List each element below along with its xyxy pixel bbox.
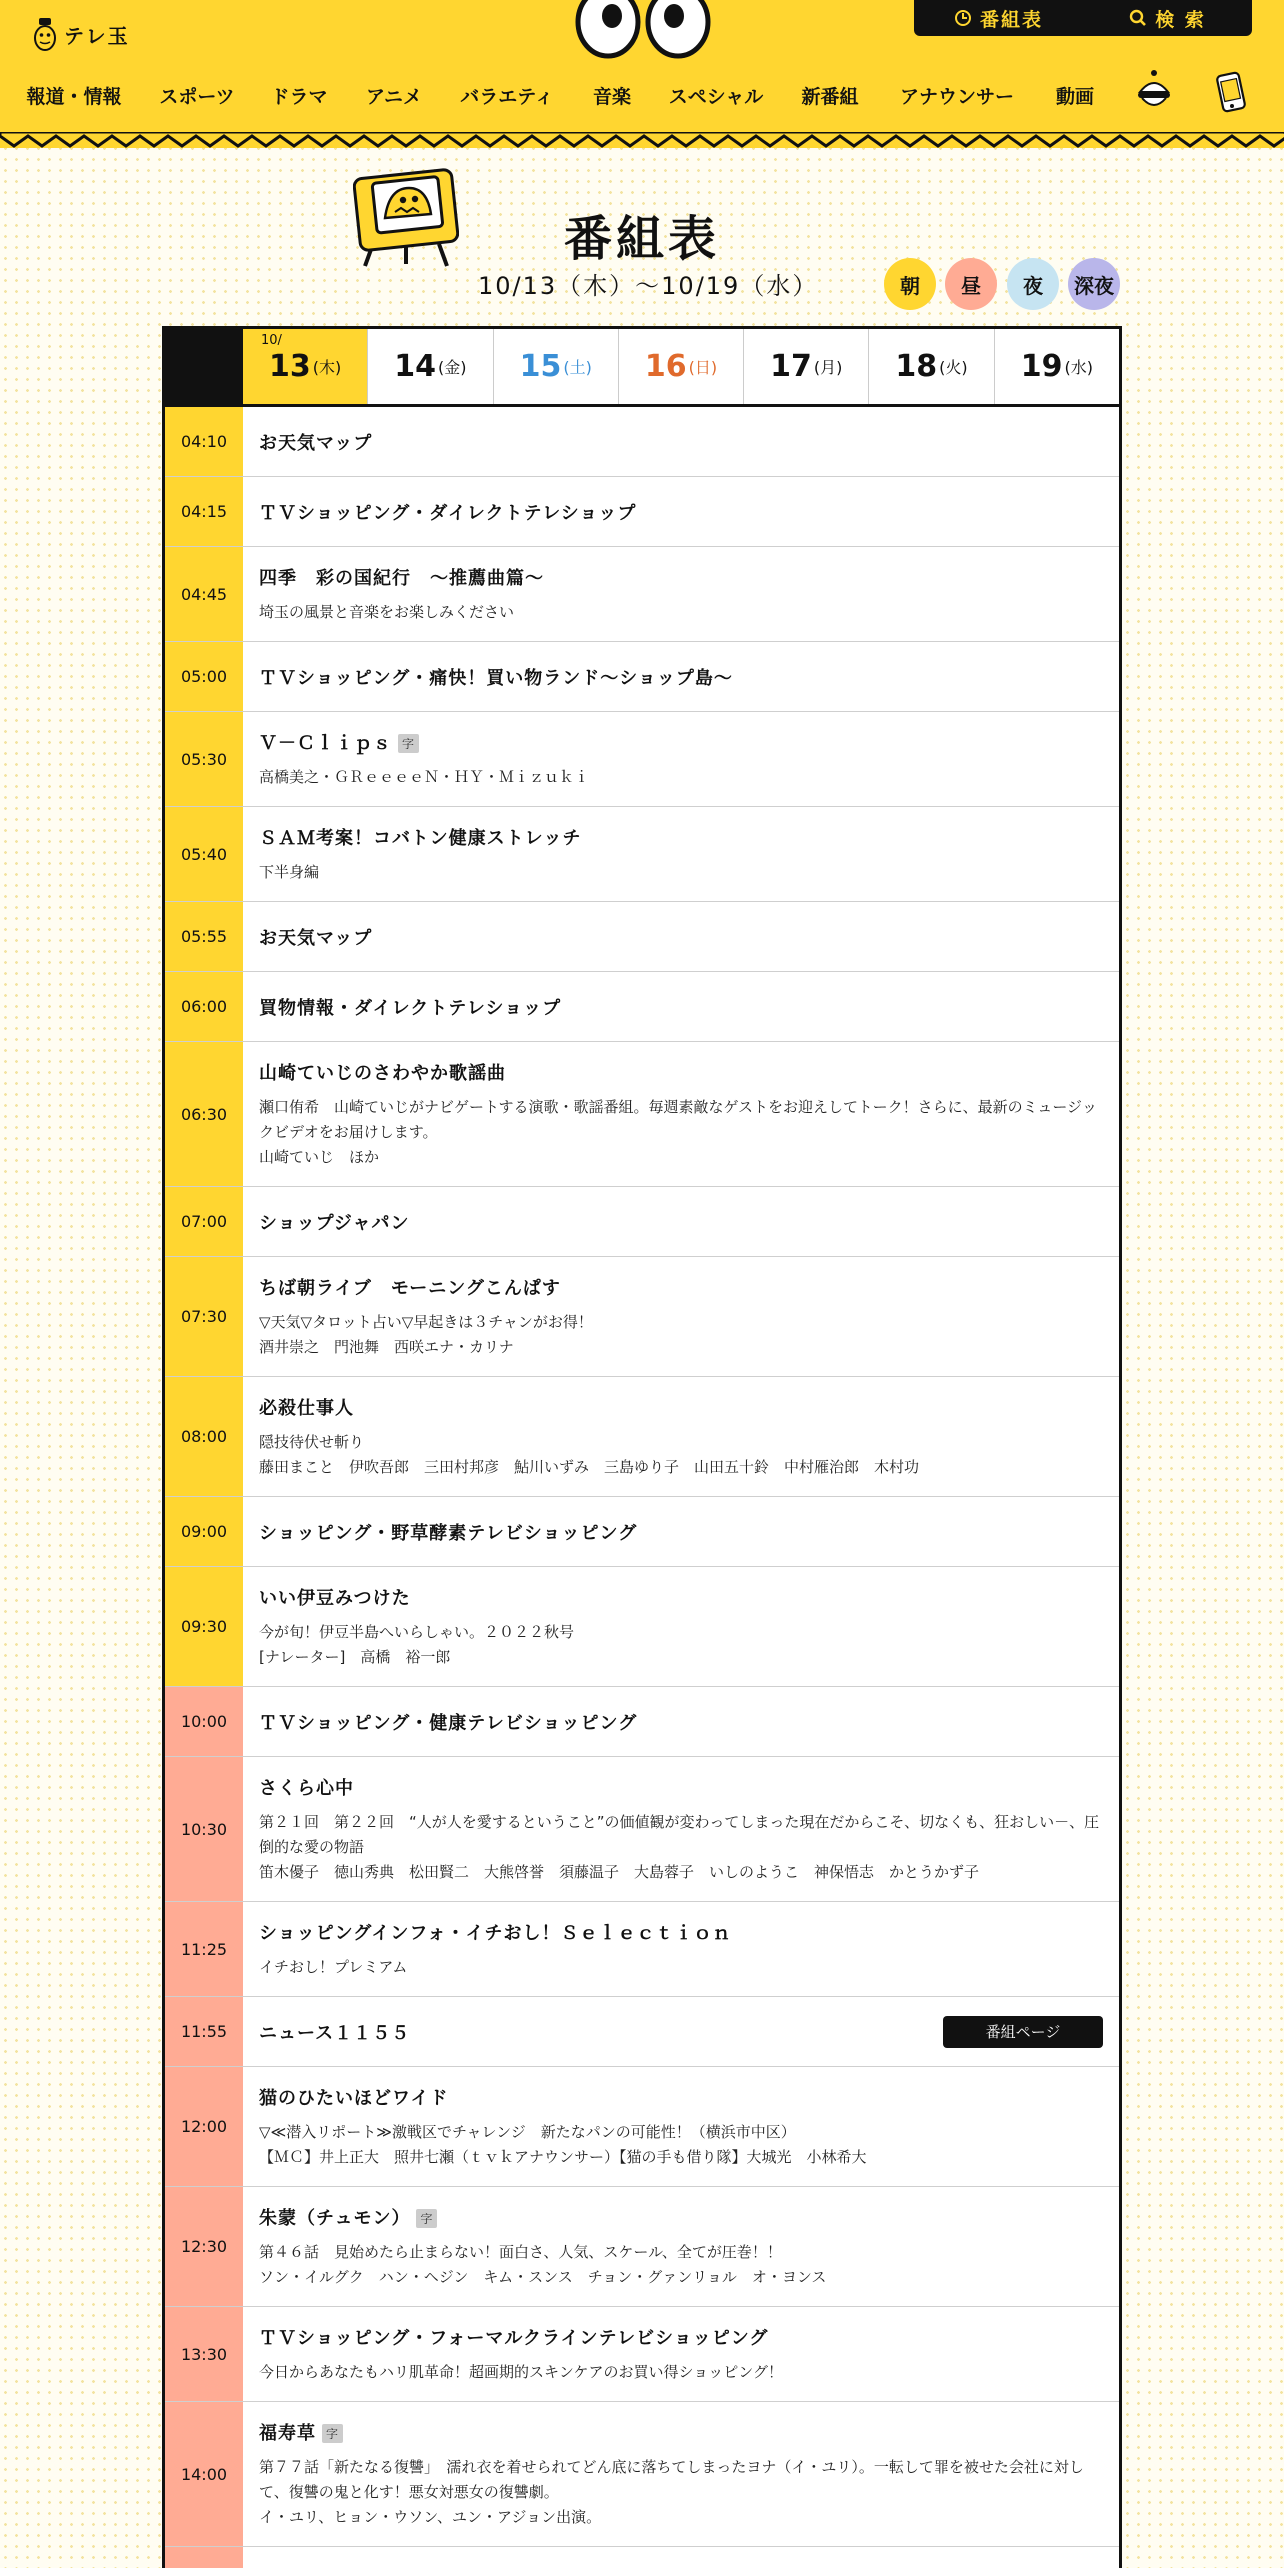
program-info: [243, 1997, 1119, 2066]
program-time: 07:00: [165, 1187, 243, 1256]
day-number: 16: [644, 349, 687, 384]
program-title[interactable]: [259, 2084, 1103, 2110]
program-row[interactable]: [165, 1997, 1119, 2067]
program-row[interactable]: [165, 547, 1119, 642]
program-info: [243, 2187, 1119, 2306]
program-time: 07:30: [165, 1257, 243, 1376]
program-time: 11:25: [165, 1902, 243, 1996]
program-row[interactable]: [165, 1257, 1119, 1377]
time-of-day-daytime[interactable]: 昼: [945, 258, 997, 310]
program-description: ▽≪潜入リポート≫激戦区でチャレンジ 新たなパンの可能性！（横浜市中区）: [259, 2122, 796, 2141]
program-time: 13:30: [165, 2307, 243, 2401]
program-description: 今日からあなたもハリ肌革命！超画期的スキンケアのお買い得ショッピング！: [259, 2362, 783, 2381]
day-number: 17: [770, 349, 812, 384]
program-title[interactable]: [259, 1519, 1103, 1545]
nav-item-variety[interactable]: バラエティ: [460, 86, 554, 108]
site-logo[interactable]: [32, 16, 130, 52]
time-of-day-late-night[interactable]: 深夜: [1068, 258, 1120, 310]
program-title-text: ショッピング・野草酵素テレビショッピング: [259, 1522, 638, 1544]
program-row[interactable]: [165, 2067, 1119, 2187]
nav-item-drama[interactable]: ドラマ: [270, 86, 328, 108]
program-description: イ・ユリ、ヒョン・ウソン、ユン・アジョン出演。: [259, 2507, 602, 2526]
program-row[interactable]: [165, 2307, 1119, 2402]
day-tab-18[interactable]: [868, 329, 993, 404]
program-time: 04:45: [165, 547, 243, 641]
day-number: 15: [519, 349, 562, 384]
program-description: 隠技待伏せ斬り: [259, 1432, 365, 1451]
program-title-text: いい伊豆みつけた: [259, 1587, 411, 1609]
program-title[interactable]: [259, 499, 1103, 525]
program-row[interactable]: [165, 1042, 1119, 1187]
day-tab-16[interactable]: [618, 329, 743, 404]
program-row[interactable]: [165, 1567, 1119, 1687]
logo-text: テレ玉: [64, 23, 130, 48]
day-tab-19[interactable]: [994, 329, 1119, 404]
teletama-don-icon[interactable]: [1134, 68, 1174, 114]
program-row[interactable]: [165, 1377, 1119, 1497]
program-time: 05:55: [165, 902, 243, 971]
program-info: [243, 1567, 1119, 1686]
day-weekday: (火): [939, 358, 968, 377]
program-title[interactable]: [259, 1709, 1103, 1735]
program-description: 今が旬！伊豆半島へいらしゃい。２０２２秋号: [259, 1622, 575, 1641]
program-info: [243, 2402, 1119, 2546]
program-row[interactable]: [165, 807, 1119, 902]
date-range: 10/13（木）〜10/19（水）: [478, 272, 819, 300]
program-time: 10:30: [165, 1757, 243, 1901]
mascot-eyes-icon: [568, 0, 718, 64]
program-description: [ナレーター] 高橋 裕一郎: [259, 1647, 451, 1666]
program-info: [243, 1497, 1119, 1566]
program-title[interactable]: [259, 1274, 1103, 1300]
nav-item-videos[interactable]: 動画: [1055, 86, 1095, 108]
day-weekday: (水): [1064, 358, 1093, 377]
program-page-button[interactable]: 番組ページ: [943, 2016, 1103, 2048]
schedule-table: [162, 326, 1122, 2568]
subtitle-badge: 字: [398, 734, 419, 753]
program-description: 酒井崇之 門池舞 西咲エナ・カリナ: [259, 1337, 514, 1356]
program-title[interactable]: [259, 1209, 1103, 1235]
program-row[interactable]: [165, 902, 1119, 972]
search-icon: [1129, 9, 1147, 27]
program-title[interactable]: [259, 824, 1103, 850]
program-title-text: 買物情報・ダイレクトテレショップ: [259, 997, 562, 1019]
page-title: 番組表: [563, 211, 720, 267]
program-description: 藤田まこと 伊吹吾郎 三田村邦彦 鮎川いずみ 三島ゆり子 山田五十鈴 中村雁治郎 木村功: [259, 1457, 920, 1476]
program-title-text: お天気マップ: [259, 927, 373, 949]
program-title-text: 四季 彩の国紀行 ～推薦曲篇～: [259, 567, 544, 589]
nav-item-special[interactable]: スペシャル: [668, 86, 764, 108]
program-title-text: 山崎ていじのさわやか歌謡曲: [259, 1062, 506, 1084]
day-weekday: (土): [563, 358, 592, 377]
program-description: 第４６話 見始めたら止まらない！面白さ、人気、スケール、全てが圧巻！！: [259, 2242, 782, 2261]
program-title[interactable]: [259, 564, 1103, 590]
program-title[interactable]: [259, 429, 1103, 455]
program-description: 下半身編: [259, 862, 320, 881]
day-weekday: (金): [438, 358, 467, 377]
program-time: 08:00: [165, 1377, 243, 1496]
time-of-day-morning[interactable]: 朝: [884, 258, 936, 310]
site-header: [0, 0, 1284, 148]
program-title[interactable]: [259, 1774, 1103, 1800]
program-description: 高橋美之・ＧＲｅｅｅｅＮ・ＨＹ・Ｍｉｚｕｋｉ: [259, 767, 590, 786]
search-button-label: 検 索: [1155, 8, 1206, 31]
program-title-text: 福寿草: [259, 2422, 316, 2444]
program-info: [243, 547, 1119, 641]
program-title-text: さくら心中: [259, 1777, 354, 1799]
program-info: [243, 477, 1119, 546]
day-tab-14[interactable]: [367, 329, 492, 404]
program-description: 笛木優子 徳山秀典 松田賢二 大熊啓誉 須藤温子 大島蓉子 いしのようこ 神保悟志 かとうかず子: [259, 1862, 980, 1881]
program-info: [243, 642, 1119, 711]
day-number: 18: [895, 349, 938, 384]
program-info: [243, 807, 1119, 901]
program-row[interactable]: [165, 477, 1119, 547]
program-title-text: ショップジャパン: [259, 1212, 410, 1234]
program-title-text: Ｖ－Ｃｌｉｐｓ: [259, 732, 392, 754]
program-row[interactable]: [165, 972, 1119, 1042]
nav-item-new-programs[interactable]: 新番組: [801, 86, 859, 108]
program-title[interactable]: [259, 924, 1103, 950]
program-description: 【ＭＣ】井上正大 照井七瀬（ｔｖｋアナウンサー）【猫の手も借り隊】大城光 小林希大: [259, 2147, 867, 2166]
program-title-text: 朱蒙（チュモン）: [259, 2207, 411, 2229]
program-list: [165, 407, 1119, 2568]
day-number: 13: [269, 349, 311, 384]
program-title[interactable]: [259, 2419, 1103, 2445]
program-time: 09:00: [165, 1497, 243, 1566]
program-time: 06:30: [165, 1042, 243, 1186]
program-title[interactable]: [259, 1919, 1103, 1945]
schedule-button[interactable]: [914, 0, 1083, 36]
program-time: 09:30: [165, 1567, 243, 1686]
program-info: [243, 2547, 1119, 2568]
category-nav: [0, 82, 1284, 112]
program-info: [243, 1757, 1119, 1901]
program-info: [243, 712, 1119, 806]
day-tab-17[interactable]: [743, 329, 868, 404]
program-title-text: ＳＡＭ考案！コバトン健康ストレッチ: [259, 827, 582, 849]
program-info: [243, 902, 1119, 971]
program-time: 14:00: [165, 2402, 243, 2546]
nav-item-news[interactable]: 報道・情報: [26, 86, 122, 108]
program-time: 05:30: [165, 712, 243, 806]
program-description: イチおし！プレミアム: [259, 1957, 408, 1976]
program-row[interactable]: [165, 712, 1119, 807]
program-info: [243, 1902, 1119, 1996]
program-title-text: ＴＶショッピング・痛快！買い物ランド～ショップ島～: [259, 667, 733, 689]
program-row[interactable]: [165, 1187, 1119, 1257]
program-info: [243, 407, 1119, 476]
program-description: 第２１回 第２２回 “人が人を愛するということ”の価値観が変わってしまった現在だからこそ、切なくも、狂おしい－、圧倒的な愛の物語: [259, 1812, 1100, 1856]
program-title-text: ＴＶショッピング・ダイレクトテレショップ: [259, 502, 637, 524]
program-time: 06:00: [165, 972, 243, 1041]
program-row[interactable]: [165, 2402, 1119, 2547]
day-month: 10/: [261, 333, 282, 348]
program-title[interactable]: [259, 1059, 1103, 1085]
day-tab-13[interactable]: [243, 329, 367, 404]
program-info: [243, 1687, 1119, 1756]
program-title-text: 猫のひたいほどワイド: [259, 2087, 449, 2109]
nav-item-sports[interactable]: スポーツ: [159, 86, 235, 108]
program-row[interactable]: [165, 2547, 1119, 2568]
clock-icon: [954, 9, 972, 27]
program-row[interactable]: [165, 1687, 1119, 1757]
program-info: [243, 1257, 1119, 1376]
program-title-text: ちば朝ライブ モーニングこんぱす: [259, 1277, 561, 1299]
program-title[interactable]: [259, 2204, 1103, 2230]
day-selector-corner: [165, 329, 243, 404]
program-row[interactable]: [165, 1497, 1119, 1567]
day-weekday: (日): [688, 358, 718, 377]
subtitle-badge: 字: [322, 2424, 343, 2443]
program-time: 04:15: [165, 477, 243, 546]
program-row[interactable]: [165, 2187, 1119, 2307]
search-button[interactable]: [1083, 0, 1252, 36]
day-weekday: (月): [813, 358, 843, 377]
day-number: 19: [1020, 349, 1063, 384]
program-row[interactable]: [165, 407, 1119, 477]
time-of-day-night[interactable]: 夜: [1007, 258, 1059, 310]
program-time: 05:00: [165, 642, 243, 711]
program-time: 11:55: [165, 1997, 243, 2066]
program-row[interactable]: [165, 1757, 1119, 1902]
program-title[interactable]: [259, 1584, 1103, 1610]
program-description: ソン・イルグク ハン・ヘジン キム・スンス チョン・グァンリョル オ・ヨンス: [259, 2267, 827, 2286]
program-description: ▽天気▽タロット占い▽早起きは３チャンがお得！: [259, 1312, 593, 1331]
program-title-text: お天気マップ: [259, 432, 373, 454]
day-number: 14: [394, 349, 437, 384]
program-description: 第７７話「新たなる復讐」 濡れ衣を着せられてどん底に落ちてしまったヨナ（イ・ユリ）。一転して罪を被せた会社に対して、復讐の鬼と化す！悪女対悪女の復讐劇。: [259, 2457, 1084, 2501]
program-info: [243, 1377, 1119, 1496]
nav-item-announcers[interactable]: アナウンサー: [899, 86, 1015, 108]
program-row[interactable]: [165, 1902, 1119, 1997]
top-button-bar: [914, 0, 1252, 36]
header-zigzag-edge: [0, 132, 1284, 152]
subtitle-badge: 字: [416, 2209, 437, 2228]
program-time: 04:10: [165, 407, 243, 476]
program-title-text: ニュース１１５５: [259, 2022, 411, 2044]
mascot-logo-icon: [32, 16, 58, 52]
program-time: 12:30: [165, 2187, 243, 2306]
program-description: 山崎ていじ ほか: [259, 1147, 380, 1166]
day-selector: [165, 329, 1119, 407]
schedule-button-label: 番組表: [979, 8, 1043, 31]
day-tab-15[interactable]: [493, 329, 618, 404]
program-time: 10:00: [165, 1687, 243, 1756]
program-info: [243, 1187, 1119, 1256]
program-title-text: ＴＶショッピング・フォーマルクラインテレビショッピング: [259, 2327, 769, 2349]
program-info: [243, 1042, 1119, 1186]
teletama-app-icon[interactable]: [1208, 68, 1252, 114]
program-time: 05:40: [165, 807, 243, 901]
day-weekday: (木): [312, 358, 342, 377]
program-title-text: 必殺仕事人: [259, 1397, 354, 1419]
program-description: 瀬口侑希 山崎ていじがナビゲートする演歌・歌謡番組。毎週素敵なゲストをお迎えしてトーク！さらに、最新のミュージックビデオをお届けします。: [259, 1097, 1098, 1141]
program-info: [243, 972, 1119, 1041]
program-info: [243, 2307, 1119, 2401]
program-title[interactable]: [259, 729, 1103, 755]
nav-item-anime[interactable]: アニメ: [365, 86, 423, 108]
program-info: [243, 2067, 1119, 2186]
program-title[interactable]: [259, 664, 1103, 690]
nav-item-music[interactable]: 音楽: [592, 86, 632, 108]
program-title-text: ショッピングインフォ・イチおし！Ｓｅｌｅｃｔｉｏｎ: [259, 1922, 732, 1944]
program-title[interactable]: [259, 1394, 1103, 1420]
program-title[interactable]: [259, 994, 1103, 1020]
program-description: 埼玉の風景と音楽をお楽しみください: [259, 602, 515, 621]
program-time: [165, 2547, 243, 2568]
program-title-text: ＴＶショッピング・健康テレビショッピング: [259, 1712, 638, 1734]
program-time: 12:00: [165, 2067, 243, 2186]
program-title[interactable]: [259, 2324, 1103, 2350]
program-row[interactable]: [165, 642, 1119, 712]
